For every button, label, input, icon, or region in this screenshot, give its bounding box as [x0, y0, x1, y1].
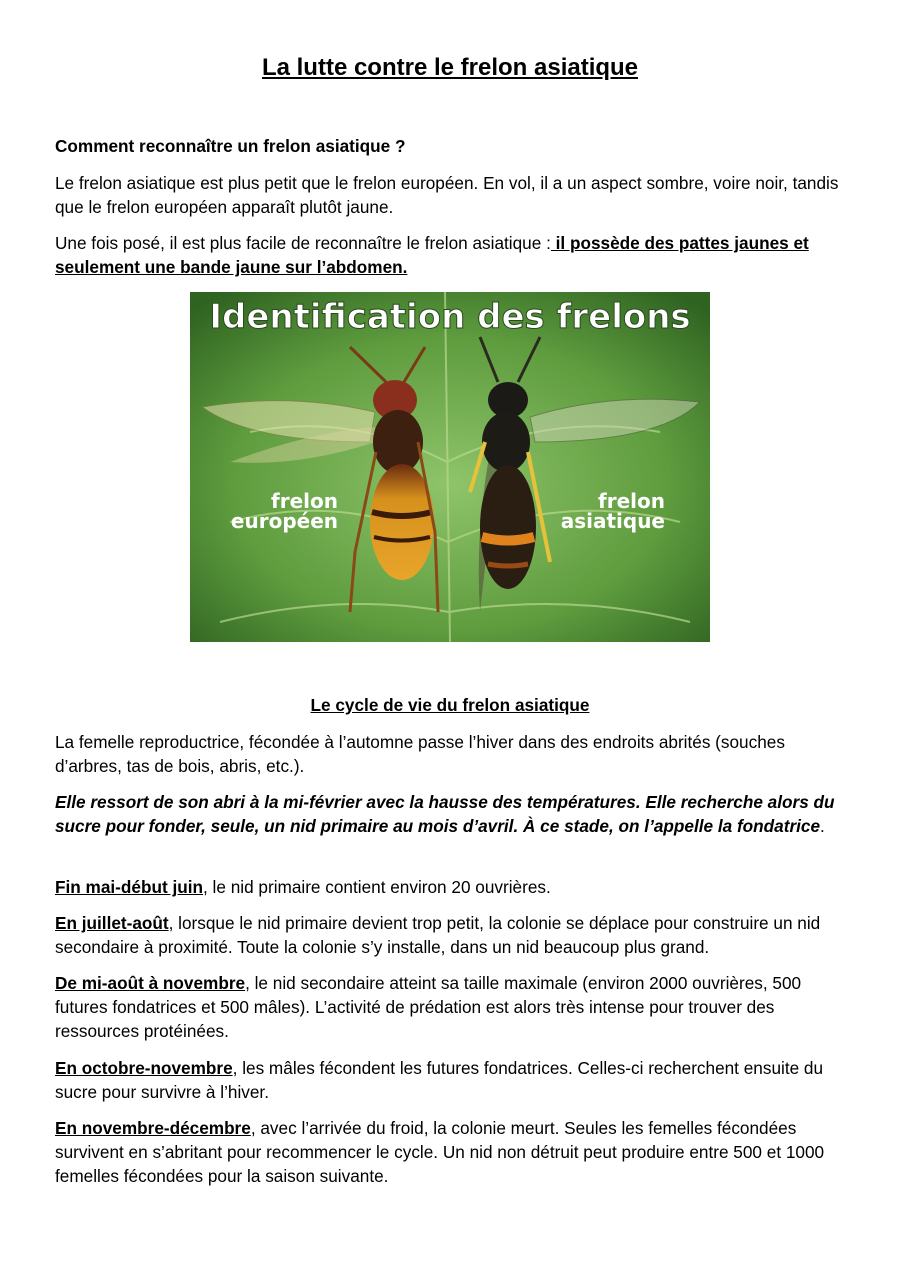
- lifecycle-item: [55, 875, 850, 899]
- lifecycle-item-period: De mi-août à novembre: [55, 973, 246, 993]
- lifecycle-item-period: En novembre-décembre: [55, 1118, 251, 1138]
- paragraph-foundress-emphasis: Elle ressort de son abri à la mi-février avec la hausse des températures. Elle recherche alors du sucre pour fonder, seule, un nid primaire au mois d’avril. À ce stade, on l’appelle la fondatrice: [55, 792, 835, 836]
- page-title: La lutte contre le frelon asiatique: [261, 54, 639, 81]
- paragraph-size-comparison: Le frelon asiatique est plus petit que le frelon européen. En vol, il a un aspect sombre, voire noir, tandis que le frelon européen apparaît plutôt jaune.: [55, 173, 839, 217]
- label-asian-1: frelon: [598, 489, 665, 513]
- lifecycle-item: [55, 971, 850, 1043]
- lifecycle-item-text: , le nid secondaire atteint sa taille maximale (environ 2000 ouvrières, 500 futures fondatrices et 500 mâles). L’activité de prédation est alors très intense pour trouver des ressources protéinées.: [55, 973, 802, 1041]
- hornet-illustration: [190, 292, 710, 642]
- lifecycle-item-period: En octobre-novembre: [55, 1058, 233, 1078]
- lifecycle-item-text: , le nid primaire contient environ 20 ouvrières.: [203, 877, 551, 897]
- paragraph-identification-text: Une fois posé, il est plus facile de reconnaître le frelon asiatique :: [55, 233, 551, 253]
- hornet-identification-image: [190, 292, 710, 642]
- lifecycle-item-period: En juillet-août: [55, 913, 169, 933]
- section-heading-lifecycle: Le cycle de vie du frelon asiatique: [310, 695, 590, 715]
- lifecycle-item-text: , avec l’arrivée du froid, la colonie meurt. Seules les femelles fécondées survivent en s’abritant pour recommencer le cycle. Un nid non détruit peut produire entre 500 et 1000 femelles fécondées pour la saison suivante.: [55, 1118, 825, 1186]
- paragraph-identification-emphasis: il possède des pattes jaunes et seulement une bande jaune sur l’abdomen.: [55, 233, 809, 277]
- paragraph-foundress-end: .: [820, 816, 825, 836]
- lifecycle-item: [55, 1116, 850, 1188]
- lifecycle-item-period: Fin mai-début juin: [55, 877, 203, 897]
- label-european-2: européen: [230, 509, 338, 533]
- lifecycle-item-text: , les mâles fécondent les futures fondatrices. Celles-ci recherchent ensuite du sucre pour survivre à l’hiver.: [55, 1058, 824, 1102]
- section-heading-identify: Comment reconnaître un frelon asiatique ?: [55, 136, 406, 156]
- paragraph-foundress: [55, 790, 850, 838]
- lifecycle-item: [55, 1056, 850, 1104]
- lifecycle-item: [55, 911, 850, 959]
- paragraph-identification: [55, 231, 850, 279]
- label-european-1: frelon: [271, 489, 338, 513]
- lifecycle-item-text: , lorsque le nid primaire devient trop petit, la colonie se déplace pour construire un nid secondaire à proximité. Toute la colonie s’y installe, dans un nid beaucoup plus grand.: [55, 913, 821, 957]
- paragraph-female-winter: La femelle reproductrice, fécondée à l’automne passe l’hiver dans des endroits abrités (souches d’arbres, tas de bois, abris, etc.).: [55, 732, 785, 776]
- label-asian-2: asiatique: [560, 509, 665, 533]
- figure-title: Identification des frelons: [209, 297, 691, 337]
